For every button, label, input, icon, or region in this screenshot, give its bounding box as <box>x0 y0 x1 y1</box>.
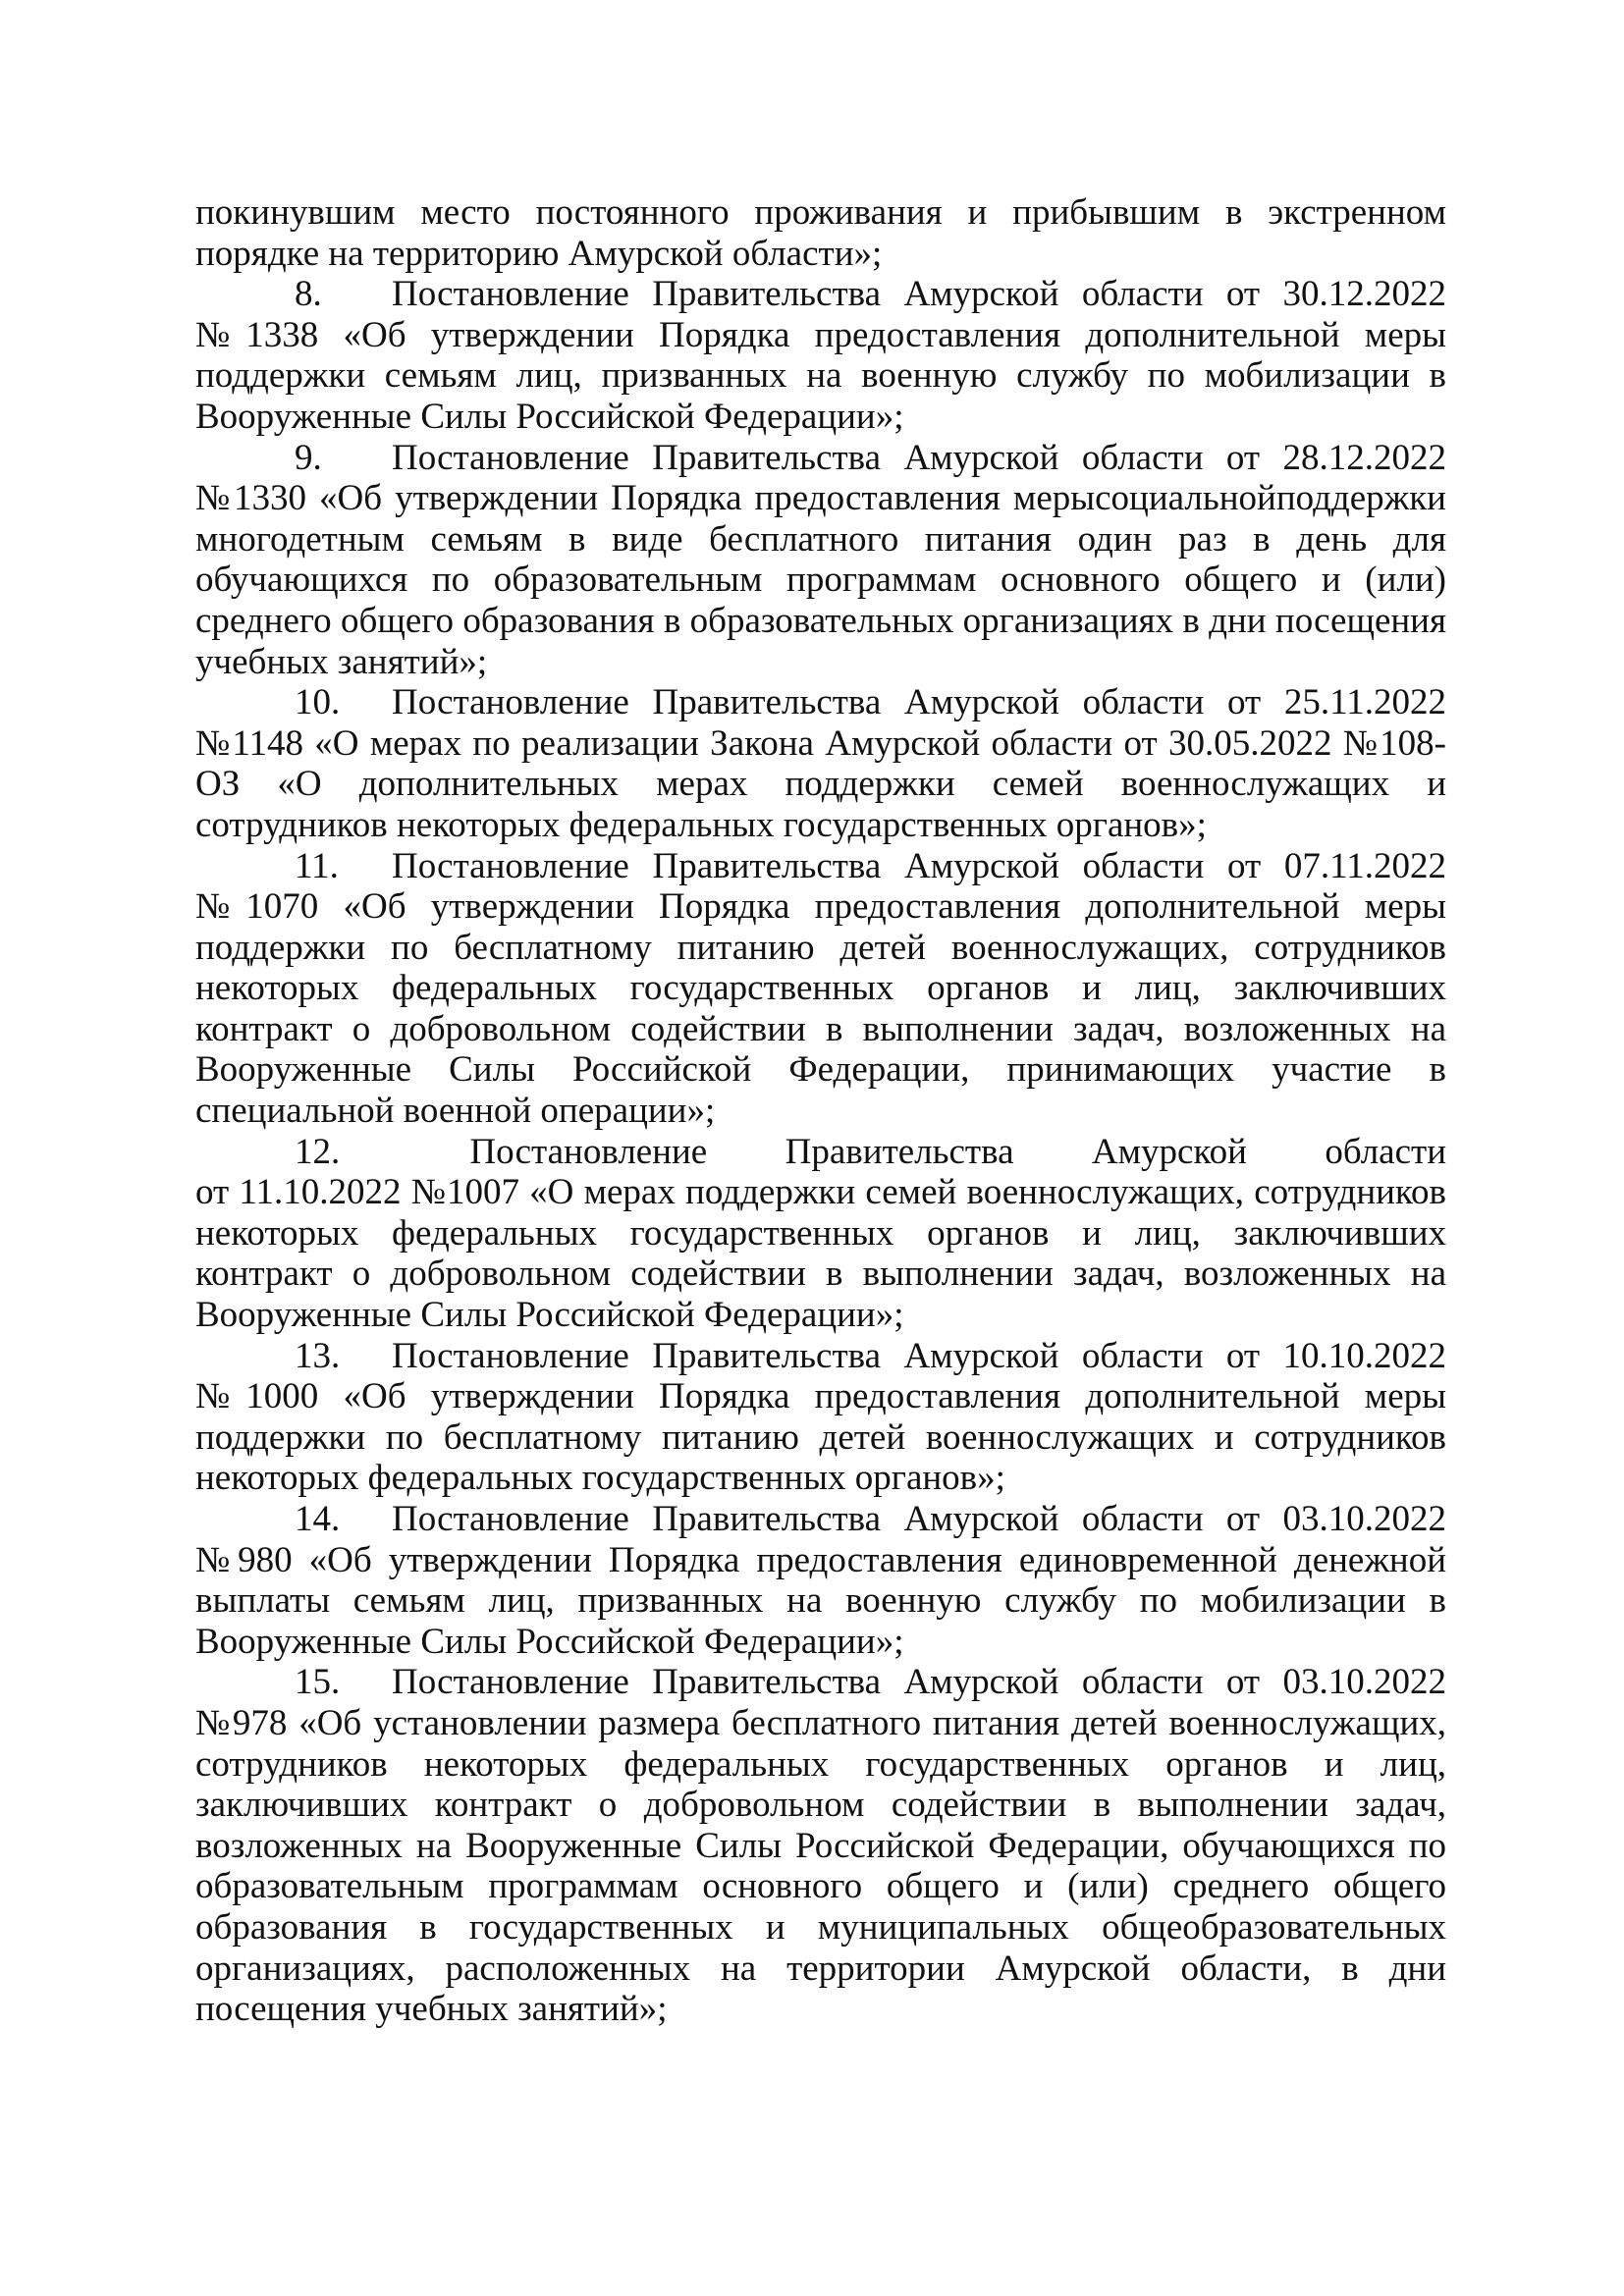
list-item-14 <box>195 1499 1446 1662</box>
item-number: 12. <box>295 1131 341 1172</box>
item-number: 13. <box>295 1335 341 1376</box>
item-text: Постановление Правительства Амурской области от 07.11.2022 №1070 «Об утверждении Порядка предоставления дополнительной меры поддержки по бесплатному питанию детей военнослужащих, сотрудников некоторых федеральных государственных органов и лиц, заключивших контракт о добровольном содействии в выполнении задач, возложенных на Вооруженные Силы Российской Федерации, принимающих участие в специальной военной операции»; <box>195 845 1446 1132</box>
item-number: 8. <box>295 274 322 315</box>
item-12-word: области <box>1325 1131 1446 1172</box>
item-12-rest: от 11.10.2022 №1007 «О мерах поддержки семей военнослужащих, сотрудников некоторых федеральных государственных органов и лиц, заключивших контракт о добровольном содействии в выполнении задач, возложенных на Вооруженные Силы Российской Федерации»; <box>195 1172 1446 1336</box>
item-text: Постановление Правительства Амурской области от 10.10.2022 №1000 «Об утверждении Порядка предоставления дополнительной меры поддержки по бесплатному питанию детей военнослужащих и сотрудников некоторых федеральных государственных органов»; <box>195 1335 1446 1499</box>
list-item-9 <box>195 438 1446 683</box>
item-number: 11. <box>295 845 339 886</box>
item-12-first-line <box>195 1132 1446 1173</box>
item-number: 10. <box>295 682 341 723</box>
list-item-13 <box>195 1336 1446 1499</box>
list-item-15 <box>195 1662 1446 2029</box>
item-12-word: Правительства <box>785 1131 1014 1172</box>
item-text: Постановление Правительства Амурской области от 28.12.2022 №1330 «Об утверждении Порядка предоставления мерысоциальнойподдержки многодетным семьям в виде бесплатного питания один раз в день для обучающихся по образовательным программам основного общего и (или) среднего общего образования в образовательных организациях в дни посещения учебных занятий»; <box>195 437 1446 682</box>
item-number: 9. <box>295 437 322 478</box>
document-body <box>195 192 1446 2030</box>
item-text: Постановление Правительства Амурской области от 03.10.2022 №980 «Об утверждении Порядка предоставления единовременной денежной выплаты семьям лиц, призванных на военную службу по мобилизации в Вооруженные Силы Российской Федерации»; <box>195 1499 1446 1662</box>
intro-paragraph: покинувшим место постоянного проживания и прибывшим в экстренном порядке на территорию Амурской области»; <box>195 192 1446 274</box>
item-number: 15. <box>295 1662 341 1703</box>
item-text: Постановление Правительства Амурской области от 03.10.2022 №978 «Об установлении размера бесплатного питания детей военнослужащих, сотрудников некоторых федеральных государственных органов и лиц, заключивших контракт о добровольном содействии в выполнении задач, возложенных на Вооруженные Силы Российской Федерации, обучающихся по образовательным программам основного общего и (или) среднего общего образования в государственных и муниципальных общеобразовательных организациях, расположенных на территории Амурской области, в дни посещения учебных занятий»; <box>195 1662 1446 2030</box>
list-item-10 <box>195 682 1446 845</box>
item-text: Постановление Правительства Амурской области от 25.11.2022 №1148 «О мерах по реализации Закона Амурской области от 30.05.2022 №108-ОЗ «О дополнительных мерах поддержки семей военнослужащих и сотрудников некоторых федеральных государственных органов»; <box>195 682 1446 845</box>
list-item-12 <box>195 1132 1446 1336</box>
item-12-word: Амурской <box>1091 1131 1247 1172</box>
item-12-word: Постановление <box>469 1131 708 1172</box>
list-item-8 <box>195 274 1446 437</box>
item-text: Постановление Правительства Амурской области от 30.12.2022 №1338 «Об утверждении Порядка предоставления дополнительной меры поддержки семьям лиц, призванных на военную службу по мобилизации в Вооруженные Силы Российской Федерации»; <box>195 274 1446 437</box>
item-number: 14. <box>295 1499 341 1539</box>
list-item-11 <box>195 846 1446 1132</box>
